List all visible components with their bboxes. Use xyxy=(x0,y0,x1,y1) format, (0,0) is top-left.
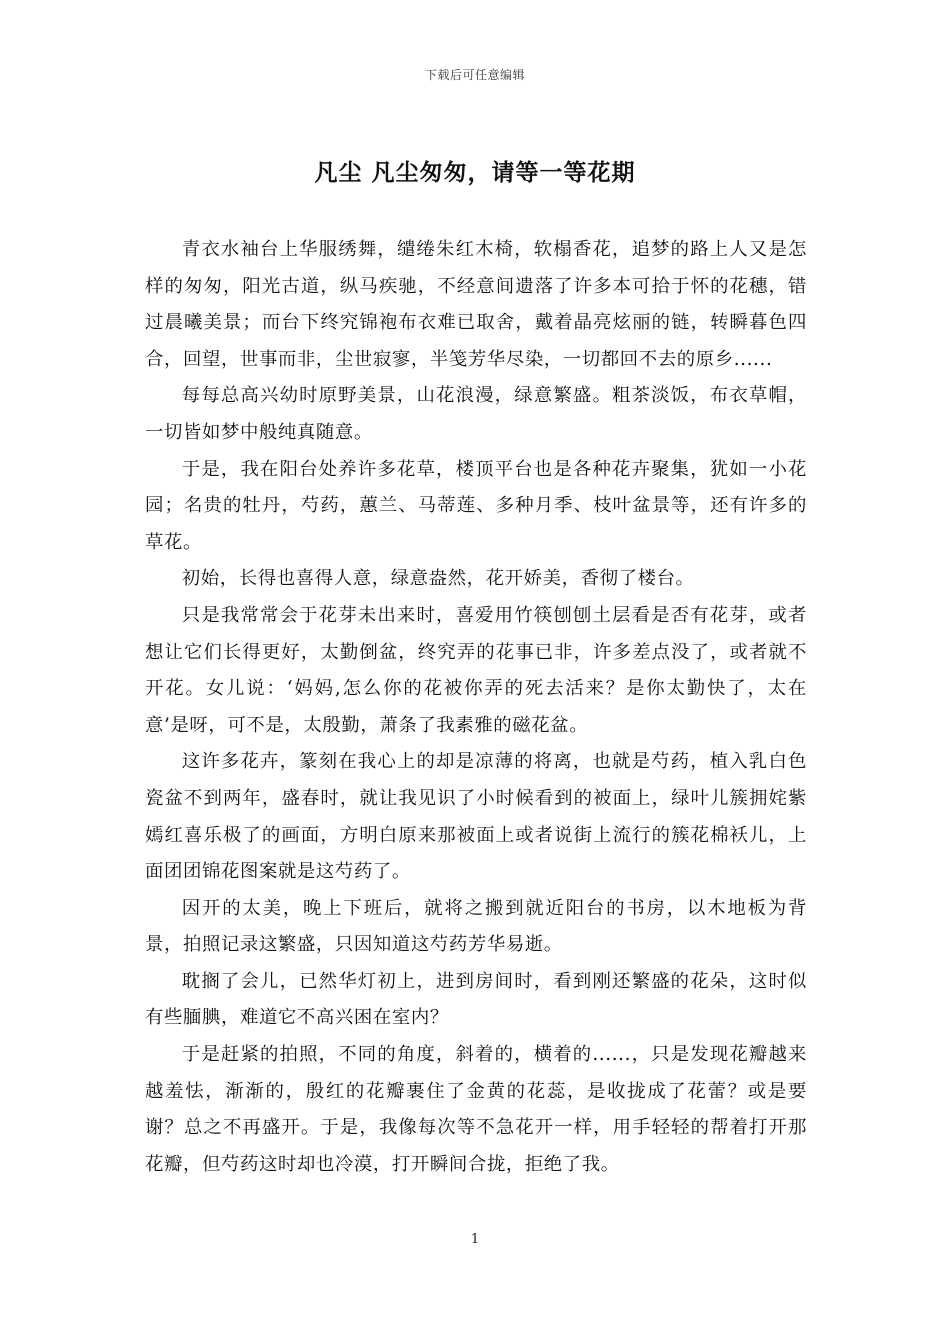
paragraph: 青衣水袖台上华服绣舞，缱绻朱红木椅，软榻香花，追梦的路上人又是怎样的匆匆，阳光古道，纵马疾驰，不经意间遗落了许多本可拾于怀的花穗，错过晨曦美景；而台下终究锦袍布衣难已取舍，戴着晶亮炫丽的链，转瞬暮色四合，回望，世事而非，尘世寂寥，半笺芳华尽染，一切都回不去的原乡...... xyxy=(145,239,807,370)
document-title: 凡尘 凡尘匆匆，请等一等花期 xyxy=(314,159,636,186)
paragraph: 于是，我在阳台处养许多花草，楼顶平台也是各种花卉聚集，犹如一小花园；名贵的牡丹，芍药，蕙兰、马蒂莲、多种月季、枝叶盆景等，还有许多的草花。 xyxy=(145,458,807,553)
document-body xyxy=(145,232,807,1183)
page-number: 1 xyxy=(470,1232,480,1247)
paragraph: 初始，长得也喜得人意，绿意盎然，花开娇美，香彻了楼台。 xyxy=(181,568,695,590)
header-note: 下载后可任意编辑 xyxy=(424,68,525,82)
paragraph: 每每总高兴幼时原野美景，山花浪漫，绿意繁盛。粗茶淡饭，布衣草帽，一切皆如梦中般纯真随意。 xyxy=(145,385,807,443)
paragraph: 因开的太美，晚上下班后，就将之搬到就近阳台的书房，以木地板为背景，拍照记录这繁盛，只因知道这芍药芳华易逝。 xyxy=(145,897,807,956)
paragraph: 耽搁了会儿，已然华灯初上，进到房间时，看到刚还繁盛的花朵，这时似有些腼腆，难道它不高兴困在室内？ xyxy=(145,970,807,1029)
paragraph: 只是我常常会于花芽未出来时，喜爱用竹筷刨刨土层看是否有花芽，或者想让它们长得更好，太勤倒盆，终究弄的花事已非，许多差点没了，或者就不开花。女儿说：‘妈妈,怎么你的花被你弄的死去活来？是你太勤快了，太在意’是呀，可不是，太殷勤，萧条了我素雅的磁花盆。 xyxy=(145,604,807,736)
paragraph: 这许多花卉，篆刻在我心上的却是凉薄的将离，也就是芍药，植入乳白色瓷盆不到两年，盛春时，就让我见识了小时候看到的被面上，绿叶儿簇拥姹紫嫣红喜乐极了的画面，方明白原来那被面上或者说街上流行的簇花棉袄儿，上面团团锦花图案就是这芍药了。 xyxy=(145,751,807,883)
paragraph: 于是赶紧的拍照，不同的角度，斜着的，横着的......，只是发现花瓣越来越羞怯，渐渐的，殷红的花瓣裹住了金黄的花蕊，是收拢成了花蕾？或是要谢？总之不再盛开。于是，我像每次等不急花开一样，用手轻轻的帮着打开那花瓣，但芍药这时却也冷漠，打开瞬间合拢，拒绝了我。 xyxy=(145,1044,807,1175)
